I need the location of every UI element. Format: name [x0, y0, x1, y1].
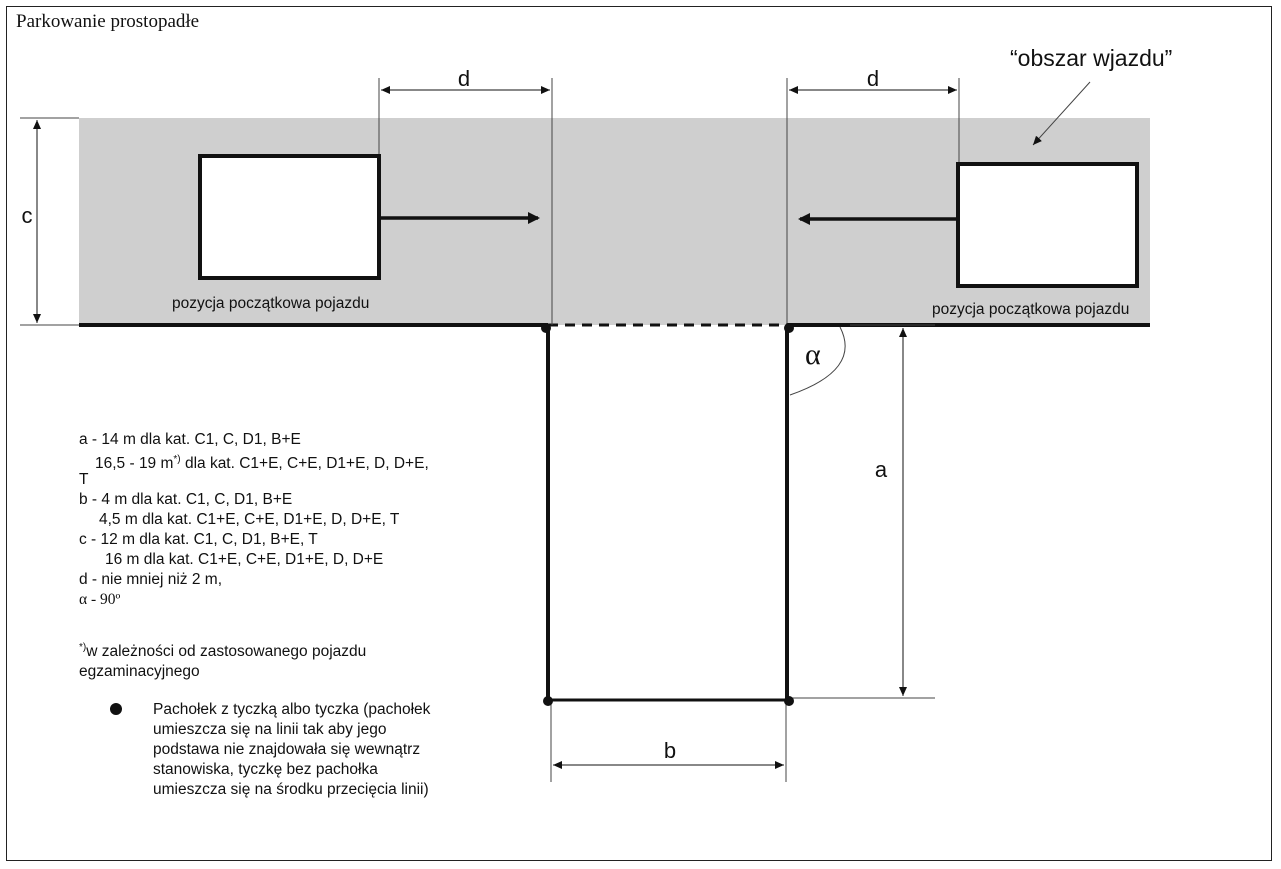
legend-alpha-line: α - 90º	[79, 591, 121, 609]
marker-line4: stanowiska, tyczkę bez pachołka	[153, 761, 378, 778]
legend-a-line2-pre: 16,5 - 19 m	[95, 455, 174, 473]
marker-line1: Pachołek z tyczką albo tyczka (pachołek	[153, 701, 431, 718]
legend-c-line1: c - 12 m dla kat. C1, C, D1, B+E, T	[79, 531, 318, 549]
marker-line3: podstawa nie znajdowała się wewnątrz	[153, 741, 421, 758]
legend-marker	[153, 700, 430, 800]
angle-alpha-label: α	[805, 338, 821, 371]
legend	[79, 430, 429, 610]
page-title: Parkowanie prostopadłe	[16, 11, 200, 32]
cone-marker	[543, 696, 553, 706]
vehicle-right	[958, 164, 1137, 286]
footnote-line1-text: w zależności od zastosowanego pojazdu	[86, 643, 367, 661]
dim-c-label: c	[21, 203, 33, 228]
legend-a-line1: a - 14 m dla kat. C1, C, D1, B+E	[79, 431, 301, 448]
legend-c-line2: 16 m dla kat. C1+E, C+E, D1+E, D, D+E	[105, 551, 384, 569]
legend-a-line2-sup: *)	[173, 454, 181, 465]
entry-area-label: “obszar wjazdu”	[1010, 45, 1173, 71]
cone-marker	[541, 323, 551, 333]
vehicle-right-label: pozycja początkowa pojazdu	[932, 301, 1130, 318]
dim-d-left-label: d	[457, 66, 471, 91]
cone-marker	[784, 696, 794, 706]
dim-d-right-label: d	[866, 66, 880, 91]
footnote-sup: *)	[79, 642, 87, 653]
footnote-line1	[79, 638, 366, 662]
legend-a-line2-post: dla kat. C1+E, C+E, D1+E, D, D+E,	[180, 455, 429, 473]
legend-b-line1: b - 4 m dla kat. C1, C, D1, B+E	[79, 491, 293, 509]
marker-line2: umieszcza się na linii tak aby jego	[153, 721, 387, 738]
legend-d-line: d - nie mniej niż 2 m,	[79, 571, 222, 589]
marker-bullet	[110, 703, 122, 715]
legend-a-line3: T	[79, 471, 89, 489]
dim-b-label: b	[663, 738, 677, 763]
legend-b-line2: 4,5 m dla kat. C1+E, C+E, D1+E, D, D+E, T	[99, 511, 400, 529]
legend-footnote	[79, 638, 366, 682]
legend-a-line2	[79, 450, 429, 474]
vehicle-left-label: pozycja początkowa pojazdu	[172, 295, 370, 312]
marker-line5: umieszcza się na środku przecięcia linii)	[153, 781, 429, 798]
cone-marker	[784, 323, 794, 333]
vehicle-left	[200, 156, 379, 278]
dim-a-label: a	[874, 457, 888, 482]
footnote-line2: egzaminacyjnego	[79, 663, 200, 681]
